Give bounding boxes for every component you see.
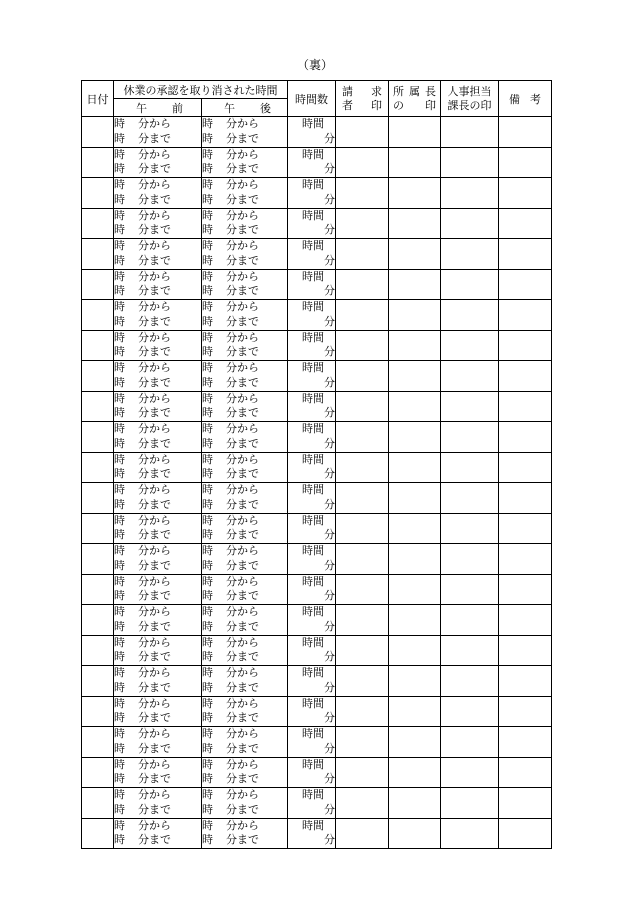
date-cell[interactable] (82, 300, 114, 331)
requester-seal-cell[interactable] (336, 391, 389, 422)
dept-head-seal-cell[interactable] (389, 635, 441, 666)
remarks-cell[interactable] (499, 574, 552, 605)
date-cell[interactable] (82, 544, 114, 575)
requester-seal-cell[interactable] (336, 574, 389, 605)
header-hr-manager-seal: 人事担当 課長の印 (441, 81, 499, 117)
date-cell[interactable] (82, 757, 114, 788)
hours-cell[interactable]: 時間 分 (288, 757, 336, 788)
dept-head-seal-cell[interactable] (389, 178, 441, 209)
requester-seal-cell[interactable] (336, 178, 389, 209)
requester-seal-cell[interactable] (336, 300, 389, 331)
remarks-cell[interactable] (499, 544, 552, 575)
dept-head-seal-cell[interactable] (389, 117, 441, 148)
table-row (82, 635, 552, 666)
date-cell[interactable] (82, 147, 114, 178)
remarks-cell[interactable] (499, 208, 552, 239)
dept-head-seal-cell[interactable] (389, 727, 441, 758)
requester-seal-cell[interactable] (336, 452, 389, 483)
table-row (82, 727, 552, 758)
hr-manager-seal-cell[interactable] (441, 422, 499, 453)
table-row (82, 452, 552, 483)
pm-time-cell[interactable]: 時 分から 時 分まで (202, 361, 288, 392)
pm-time-cell[interactable]: 時 分から 時 分まで (202, 544, 288, 575)
header-remarks: 備 考 (499, 81, 552, 117)
hr-manager-seal-cell[interactable] (441, 757, 499, 788)
hours-cell[interactable]: 時間 分 (288, 513, 336, 544)
hours-cell[interactable]: 時間 分 (288, 574, 336, 605)
hours-cell[interactable]: 時間 分 (288, 727, 336, 758)
hours-cell[interactable]: 時間 分 (288, 117, 336, 148)
hr-manager-seal-cell[interactable] (441, 117, 499, 148)
date-cell[interactable] (82, 574, 114, 605)
cancellation-record-table (81, 80, 552, 849)
dept-head-seal-cell[interactable] (389, 452, 441, 483)
hours-cell[interactable]: 時間 分 (288, 391, 336, 422)
dept-head-seal-cell[interactable] (389, 544, 441, 575)
dept-head-seal-cell[interactable] (389, 391, 441, 422)
requester-seal-cell[interactable] (336, 330, 389, 361)
pm-time-cell[interactable]: 時 分から 時 分まで (202, 666, 288, 697)
date-cell[interactable] (82, 117, 114, 148)
table-row (82, 300, 552, 331)
date-cell[interactable] (82, 422, 114, 453)
hours-cell[interactable]: 時間 分 (288, 208, 336, 239)
pm-time-cell[interactable]: 時 分から 時 分まで (202, 147, 288, 178)
date-cell[interactable] (82, 361, 114, 392)
requester-seal-cell[interactable] (336, 544, 389, 575)
requester-seal-cell[interactable] (336, 269, 389, 300)
requester-seal-cell[interactable] (336, 483, 389, 514)
date-cell[interactable] (82, 391, 114, 422)
pm-time-cell[interactable]: 時 分から 時 分まで (202, 727, 288, 758)
date-cell[interactable] (82, 818, 114, 849)
hours-cell[interactable]: 時間 分 (288, 147, 336, 178)
remarks-cell[interactable] (499, 818, 552, 849)
remarks-cell[interactable] (499, 757, 552, 788)
pm-time-cell[interactable]: 時 分から 時 分まで (202, 818, 288, 849)
table-row (82, 178, 552, 209)
hr-manager-seal-cell[interactable] (441, 605, 499, 636)
remarks-cell[interactable] (499, 147, 552, 178)
table-row (82, 574, 552, 605)
pm-time-cell[interactable]: 時 分から 時 分まで (202, 788, 288, 819)
requester-seal-cell[interactable] (336, 605, 389, 636)
am-time-cell[interactable]: 時 分から 時 分まで (114, 422, 202, 453)
date-cell[interactable] (82, 666, 114, 697)
hr-manager-seal-cell[interactable] (441, 666, 499, 697)
hr-manager-seal-cell[interactable] (441, 635, 499, 666)
hours-cell[interactable]: 時間 分 (288, 178, 336, 209)
pm-time-cell[interactable]: 時 分から 時 分まで (202, 239, 288, 270)
table-row (82, 818, 552, 849)
date-cell[interactable] (82, 635, 114, 666)
am-time-cell[interactable]: 時 分から 時 分まで (114, 269, 202, 300)
table-row (82, 361, 552, 392)
am-time-cell[interactable]: 時 分から 時 分まで (114, 727, 202, 758)
am-time-cell[interactable]: 時 分から 時 分まで (114, 605, 202, 636)
am-time-cell[interactable]: 時 分から 時 分まで (114, 483, 202, 514)
table-body (82, 117, 552, 849)
hours-cell[interactable]: 時間 分 (288, 696, 336, 727)
requester-seal-cell[interactable] (336, 788, 389, 819)
table-row (82, 757, 552, 788)
remarks-cell[interactable] (499, 117, 552, 148)
hours-cell[interactable]: 時間 分 (288, 452, 336, 483)
dept-head-seal-cell[interactable] (389, 208, 441, 239)
date-cell[interactable] (82, 727, 114, 758)
date-cell[interactable] (82, 330, 114, 361)
hours-cell[interactable]: 時間 分 (288, 239, 336, 270)
am-time-cell[interactable]: 時 分から 時 分まで (114, 544, 202, 575)
table-row (82, 513, 552, 544)
hr-manager-seal-cell[interactable] (441, 361, 499, 392)
pm-time-cell[interactable]: 時 分から 時 分まで (202, 483, 288, 514)
hours-cell[interactable]: 時間 分 (288, 330, 336, 361)
table-row (82, 330, 552, 361)
hours-cell[interactable]: 時間 分 (288, 483, 336, 514)
pm-time-cell[interactable]: 時 分から 時 分まで (202, 269, 288, 300)
am-time-cell[interactable]: 時 分から 時 分まで (114, 696, 202, 727)
dept-head-seal-cell[interactable] (389, 818, 441, 849)
pm-time-cell[interactable]: 時 分から 時 分まで (202, 391, 288, 422)
requester-seal-cell[interactable] (336, 147, 389, 178)
am-time-cell[interactable]: 時 分から 時 分まで (114, 513, 202, 544)
hr-manager-seal-cell[interactable] (441, 452, 499, 483)
remarks-cell[interactable] (499, 330, 552, 361)
header-dept-head-seal: 所 属 長 の 印 (389, 81, 441, 117)
hr-manager-seal-cell[interactable] (441, 330, 499, 361)
table-row (82, 208, 552, 239)
am-time-cell[interactable]: 時 分から 時 分まで (114, 757, 202, 788)
am-time-cell[interactable]: 時 分から 時 分まで (114, 635, 202, 666)
remarks-cell[interactable] (499, 452, 552, 483)
dept-head-seal-cell[interactable] (389, 788, 441, 819)
dept-head-seal-cell[interactable] (389, 666, 441, 697)
dept-head-seal-cell[interactable] (389, 574, 441, 605)
requester-seal-cell[interactable] (336, 666, 389, 697)
table-row (82, 696, 552, 727)
date-cell[interactable] (82, 483, 114, 514)
table-row (82, 147, 552, 178)
am-time-cell[interactable]: 時 分から 時 分まで (114, 452, 202, 483)
header-pm: 午 後 (202, 99, 288, 117)
am-time-cell[interactable]: 時 分から 時 分まで (114, 788, 202, 819)
date-cell[interactable] (82, 208, 114, 239)
header-cancel-time: 休業の承認を取り消された時間 (114, 81, 288, 99)
table-row (82, 422, 552, 453)
requester-seal-cell[interactable] (336, 757, 389, 788)
hr-manager-seal-cell[interactable] (441, 696, 499, 727)
table-row (82, 605, 552, 636)
requester-seal-cell[interactable] (336, 635, 389, 666)
header-hours: 時間数 (288, 81, 336, 117)
hours-cell[interactable]: 時間 分 (288, 422, 336, 453)
remarks-cell[interactable] (499, 605, 552, 636)
pm-time-cell[interactable]: 時 分から 時 分まで (202, 300, 288, 331)
hours-cell[interactable]: 時間 分 (288, 788, 336, 819)
date-cell[interactable] (82, 452, 114, 483)
requester-seal-cell[interactable] (336, 208, 389, 239)
requester-seal-cell[interactable] (336, 422, 389, 453)
pm-time-cell[interactable]: 時 分から 時 分まで (202, 330, 288, 361)
pm-time-cell[interactable]: 時 分から 時 分まで (202, 208, 288, 239)
am-time-cell[interactable]: 時 分から 時 分まで (114, 818, 202, 849)
table-row (82, 788, 552, 819)
date-cell[interactable] (82, 239, 114, 270)
am-time-cell[interactable]: 時 分から 時 分まで (114, 361, 202, 392)
remarks-cell[interactable] (499, 300, 552, 331)
am-time-cell[interactable]: 時 分から 時 分まで (114, 391, 202, 422)
hours-cell[interactable]: 時間 分 (288, 666, 336, 697)
requester-seal-cell[interactable] (336, 818, 389, 849)
requester-seal-cell[interactable] (336, 513, 389, 544)
table-row (82, 391, 552, 422)
remarks-cell[interactable] (499, 727, 552, 758)
header-requester-seal: 請 求 者 印 (336, 81, 389, 117)
hours-cell[interactable]: 時間 分 (288, 605, 336, 636)
remarks-cell[interactable] (499, 696, 552, 727)
page-title: （裏） (296, 58, 333, 72)
am-time-cell[interactable]: 時 分から 時 分まで (114, 178, 202, 209)
dept-head-seal-cell[interactable] (389, 696, 441, 727)
requester-seal-cell[interactable] (336, 696, 389, 727)
remarks-cell[interactable] (499, 361, 552, 392)
am-time-cell[interactable]: 時 分から 時 分まで (114, 117, 202, 148)
hours-cell[interactable]: 時間 分 (288, 300, 336, 331)
am-time-cell[interactable]: 時 分から 時 分まで (114, 147, 202, 178)
hours-cell[interactable]: 時間 分 (288, 818, 336, 849)
remarks-cell[interactable] (499, 513, 552, 544)
hr-manager-seal-cell[interactable] (441, 208, 499, 239)
date-cell[interactable] (82, 269, 114, 300)
am-time-cell[interactable]: 時 分から 時 分まで (114, 208, 202, 239)
date-cell[interactable] (82, 178, 114, 209)
requester-seal-cell[interactable] (336, 361, 389, 392)
table-row (82, 269, 552, 300)
hr-manager-seal-cell[interactable] (441, 544, 499, 575)
dept-head-seal-cell[interactable] (389, 513, 441, 544)
dept-head-seal-cell[interactable] (389, 483, 441, 514)
remarks-cell[interactable] (499, 269, 552, 300)
remarks-cell[interactable] (499, 178, 552, 209)
dept-head-seal-cell[interactable] (389, 269, 441, 300)
requester-seal-cell[interactable] (336, 239, 389, 270)
dept-head-seal-cell[interactable] (389, 300, 441, 331)
hr-manager-seal-cell[interactable] (441, 574, 499, 605)
hr-manager-seal-cell[interactable] (441, 391, 499, 422)
table-row (82, 666, 552, 697)
remarks-cell[interactable] (499, 391, 552, 422)
date-cell[interactable] (82, 513, 114, 544)
hr-manager-seal-cell[interactable] (441, 727, 499, 758)
pm-time-cell[interactable]: 時 分から 時 分まで (202, 757, 288, 788)
table-row (82, 117, 552, 148)
pm-time-cell[interactable]: 時 分から 時 分まで (202, 422, 288, 453)
dept-head-seal-cell[interactable] (389, 147, 441, 178)
header-date: 日付 (82, 81, 114, 117)
pm-time-cell[interactable]: 時 分から 時 分まで (202, 605, 288, 636)
hr-manager-seal-cell[interactable] (441, 300, 499, 331)
remarks-cell[interactable] (499, 239, 552, 270)
remarks-cell[interactable] (499, 635, 552, 666)
hr-manager-seal-cell[interactable] (441, 239, 499, 270)
dept-head-seal-cell[interactable] (389, 757, 441, 788)
am-time-cell[interactable]: 時 分から 時 分まで (114, 666, 202, 697)
dept-head-seal-cell[interactable] (389, 361, 441, 392)
hr-manager-seal-cell[interactable] (441, 788, 499, 819)
hr-manager-seal-cell[interactable] (441, 818, 499, 849)
hours-cell[interactable]: 時間 分 (288, 269, 336, 300)
requester-seal-cell[interactable] (336, 117, 389, 148)
dept-head-seal-cell[interactable] (389, 239, 441, 270)
pm-time-cell[interactable]: 時 分から 時 分まで (202, 117, 288, 148)
date-cell[interactable] (82, 696, 114, 727)
requester-seal-cell[interactable] (336, 727, 389, 758)
pm-time-cell[interactable]: 時 分から 時 分まで (202, 452, 288, 483)
hr-manager-seal-cell[interactable] (441, 269, 499, 300)
pm-time-cell[interactable]: 時 分から 時 分まで (202, 178, 288, 209)
date-cell[interactable] (82, 788, 114, 819)
am-time-cell[interactable]: 時 分から 時 分まで (114, 574, 202, 605)
pm-time-cell[interactable]: 時 分から 時 分まで (202, 513, 288, 544)
hr-manager-seal-cell[interactable] (441, 178, 499, 209)
am-time-cell[interactable]: 時 分から 時 分まで (114, 300, 202, 331)
pm-time-cell[interactable]: 時 分から 時 分まで (202, 635, 288, 666)
date-cell[interactable] (82, 605, 114, 636)
dept-head-seal-cell[interactable] (389, 605, 441, 636)
hr-manager-seal-cell[interactable] (441, 147, 499, 178)
hours-cell[interactable]: 時間 分 (288, 635, 336, 666)
remarks-cell[interactable] (499, 422, 552, 453)
hours-cell[interactable]: 時間 分 (288, 544, 336, 575)
dept-head-seal-cell[interactable] (389, 422, 441, 453)
table-row (82, 239, 552, 270)
pm-time-cell[interactable]: 時 分から 時 分まで (202, 696, 288, 727)
table-row (82, 483, 552, 514)
remarks-cell[interactable] (499, 483, 552, 514)
am-time-cell[interactable]: 時 分から 時 分まで (114, 239, 202, 270)
header-am: 午 前 (114, 99, 202, 117)
pm-time-cell[interactable]: 時 分から 時 分まで (202, 574, 288, 605)
remarks-cell[interactable] (499, 788, 552, 819)
am-time-cell[interactable]: 時 分から 時 分まで (114, 330, 202, 361)
table-row (82, 544, 552, 575)
hr-manager-seal-cell[interactable] (441, 483, 499, 514)
dept-head-seal-cell[interactable] (389, 330, 441, 361)
hours-cell[interactable]: 時間 分 (288, 361, 336, 392)
hr-manager-seal-cell[interactable] (441, 513, 499, 544)
remarks-cell[interactable] (499, 666, 552, 697)
